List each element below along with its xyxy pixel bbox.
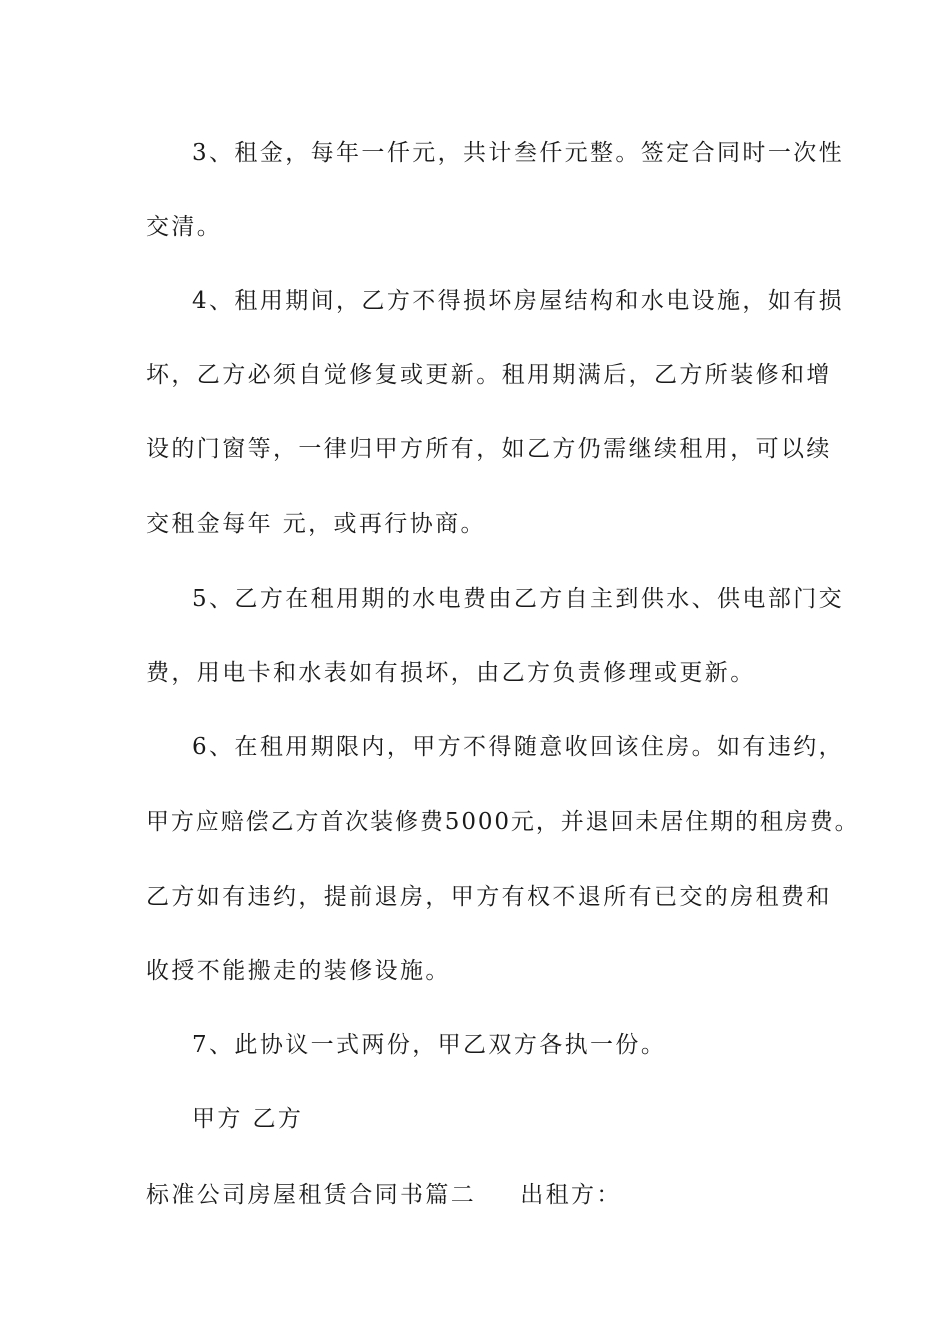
clause-7-line-1: 7、此协议一式两份，甲乙双方各执一份。 [192,1032,667,1058]
next-contract-heading [146,1180,622,1210]
clause-4-line-2: 坏，乙方必须自觉修复或更新。租用期满后，乙方所装修和增 [146,362,832,388]
clause-4-line-1: 4、租用期间，乙方不得损坏房屋结构和水电设施，如有损 [192,288,845,314]
clause-4-line-3: 设的门窗等，一律归甲方所有，如乙方仍需继续租用，可以续 [146,436,832,462]
clause-4-line-4: 交租金每年 元，或再行协商。 [146,511,486,537]
clause-6-line-2: 甲方应赔偿乙方首次装修费5000元，并退回未居住期的租房费。 [146,809,860,835]
clause-5-line-2: 费，用电卡和水表如有损坏，由乙方负责修理或更新。 [146,660,756,686]
clause-5-line-1: 5、乙方在租用期的水电费由乙方自主到供水、供电部门交 [192,586,845,612]
clause-6-line-1: 6、在租用期限内，甲方不得随意收回该住房。如有违约， [192,734,845,760]
signature-line: 甲方 乙方 [192,1106,304,1132]
contract-title: 标准公司房屋租赁合同书篇二 [146,1182,477,1208]
clause-6-line-4: 收授不能搬走的装修设施。 [146,958,451,984]
clause-3-line-1: 3、租金，每年一仟元，共计叁仟元整。签定合同时一次性 [192,140,845,166]
lessor-label: 出租方： [520,1182,622,1208]
clause-6-line-3: 乙方如有违约，提前退房，甲方有权不退所有已交的房租费和 [146,884,832,910]
clause-3-line-2: 交清。 [146,214,223,240]
